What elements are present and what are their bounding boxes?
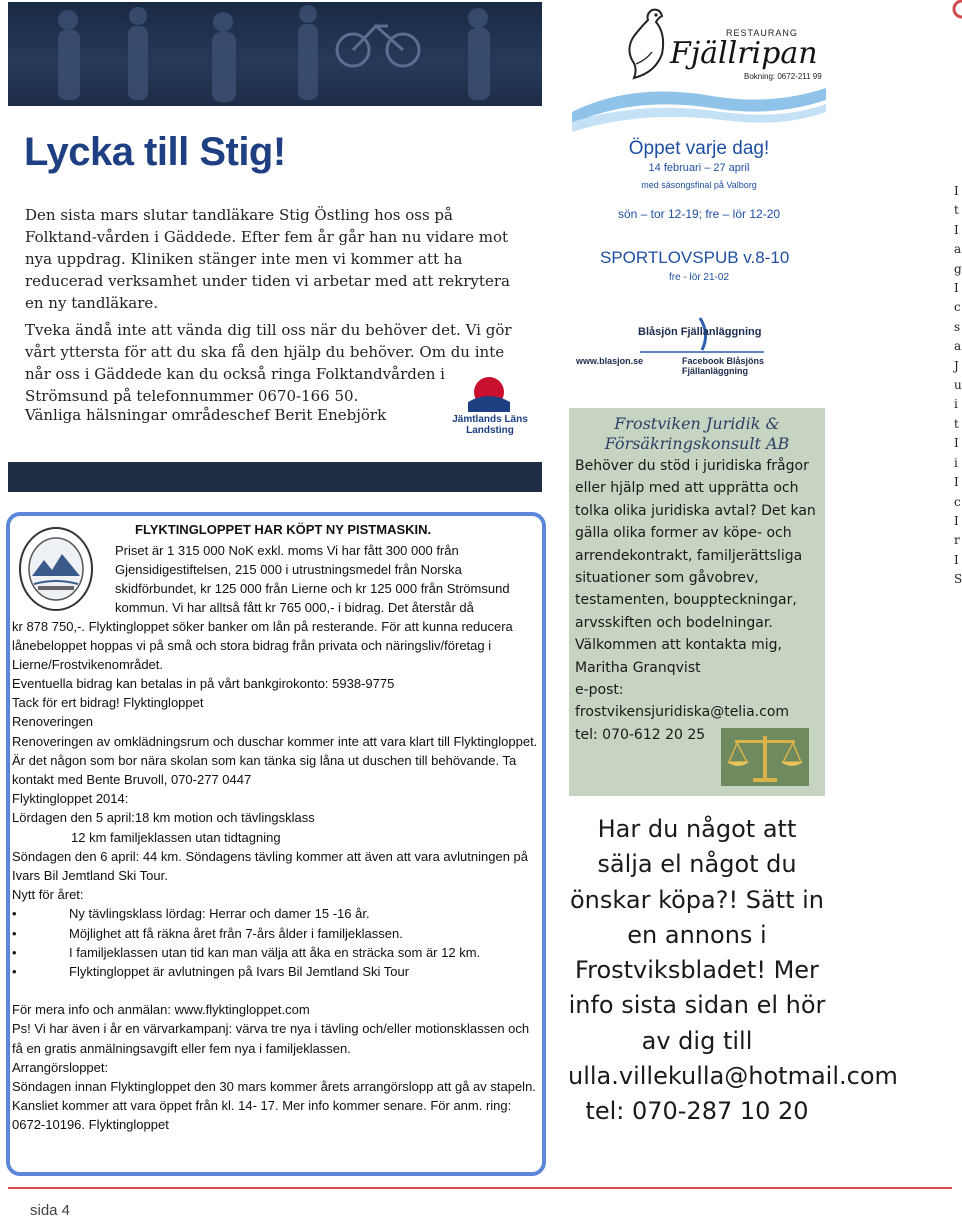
- schedule-saturday: Lördagen den 5 april:18 km motion och tävlingsklass: [12, 810, 315, 826]
- edge-letter: I: [954, 475, 959, 490]
- opening-hours: sön – tor 12-19; fre – lör 12-20: [617, 207, 781, 221]
- juridik-email: frostvikensjuridiska@telia.com: [575, 704, 790, 721]
- info-link-line: För mera info och anmälan: www.flyktingloppet.com: [12, 1002, 310, 1018]
- classified-ad-call: Har du något att sälja el något du önskar köpa?! Sätt in en annons i Frostviksbladet! Mer info sista sidan el hör av dig till ulla.villekulla@hotmail.com tel: 070-287 10 20: [568, 815, 898, 1126]
- flyktingloppet-intro-continued: kr 878 750,-. Flyktingloppet söker banker om lån på resterande. För att kunna reducera lånebeloppet hoppas vi på små och stora bidrag från privata och näringsliv/företag i Lierne/Frostvikenområdet.: [12, 619, 513, 672]
- landsting-logo-icon: [460, 376, 518, 412]
- blasjon-name: Blåsjön Fjällanläggning: [638, 326, 762, 338]
- renovation-text: Renoveringen av omklädningsrum och duschar kommer inte att vara klart till Flyktingloppet. Är det någon som bor nära skolan som kan tänka sig låna ut duschen till behövande. Ta kontakt med Bente Bruvoll, 070-277 0447: [12, 733, 538, 788]
- campaign-text: Ps! Vi har även i år en värvarkampanj: värva tre nya i tävling och/eller motionsklassen och få en gratis anmälningsavgift eller fem nya i familjeklassen.: [12, 1021, 530, 1056]
- edge-letter: S: [954, 572, 962, 587]
- open-every-day: Öppet varje dag!: [628, 138, 770, 159]
- edge-letter: J: [954, 358, 959, 373]
- section-heading: Nytt för året:: [12, 887, 84, 903]
- news-bullet: • Ny tävlingsklass lördag: Herrar och damer 15 -16 år.: [12, 904, 538, 923]
- juridik-title: [569, 414, 825, 454]
- season-dates: 14 februari – 27 april: [648, 162, 750, 174]
- page-number: sida 4: [30, 1202, 71, 1219]
- ad-body: [25, 204, 525, 412]
- flyktingloppet-intro: Priset är 1 315 000 NoK exkl. moms Vi har fått 300 000 från Gjensidigestiftelsen, 215 000 i utrustningsmedel från Norska skidförbundet, kr 125 000 från Lierne och kr 125 000 från Strömsund kommun. Vi har alltså fått kr 765 000,- i bidrag. Det återstår då: [115, 543, 510, 615]
- ad-title: Lycka till Stig!: [24, 130, 286, 174]
- adjacent-page-fragment: [954, 182, 960, 590]
- edge-letter: t: [954, 203, 959, 218]
- juridik-description: Behöver du stöd i juridiska frågor eller hjälp med att upprätta och tolka olika juridiska avtal? Det kan gälla olika former av köpe- och arrendekontrakt, familjerättsliga situationer som gåvobrev, testamenten, bouppteckningar, arvsskiften och bodelningar.: [575, 458, 816, 631]
- edge-letter: I: [954, 436, 959, 451]
- juridik-title-line: Frostviken Juridik &: [614, 414, 780, 433]
- ad-paragraph: Tveka ändå inte att vända dig till oss när du behöver det. Vi gör vårt yttersta för att du ska få den hjälp du behöver. Om du inte når oss i Gäddede kan du också ringa Folktandvården i Strömsund på telefonnummer 0670-166 50.: [25, 321, 512, 405]
- edge-letter: I: [954, 552, 959, 567]
- edge-letter: a: [954, 339, 962, 354]
- red-circle-fragment-icon: [950, 0, 960, 18]
- juridik-welcome: Välkommen att kontakta mig,: [575, 637, 782, 654]
- section-heading: Flyktingloppet 2014:: [12, 791, 129, 807]
- blasjon-facebook: Facebook Blåsjöns Fjällanläggning: [682, 356, 765, 376]
- section-heading: Arrangörsloppet:: [12, 1059, 109, 1075]
- pub-hours: fre - lör 21-02: [668, 272, 730, 283]
- wave-decoration-icon: [572, 82, 826, 132]
- juridik-ad: [569, 408, 825, 796]
- juridik-email-label: e-post:: [575, 682, 624, 699]
- juridik-contact-name: Maritha Granqvist: [575, 659, 701, 676]
- booking-phone: Bokning: 0672-211 99: [744, 72, 822, 81]
- juridik-body: [575, 455, 821, 746]
- ad-paragraph: Den sista mars slutar tandläkare Stig Östling hos oss på Folktand-vården i Gäddede. Efter fem år går han nu vidare mot nya uppdrag. Kliniken stänger inte men vi kommer att ha reducerad verksamhet under tiden vi arbetar med att rekrytera en ny tandläkare.: [25, 206, 510, 312]
- edge-letter: c: [954, 494, 961, 509]
- ptarmigan-bird-icon: [622, 4, 672, 80]
- edge-letter: s: [954, 319, 961, 334]
- edge-letter: t: [954, 416, 959, 431]
- schedule-sunday: Söndagen den 6 april: 44 km. Söndagens tävling kommer att även att vara avlutningen på Ivars Bil Jemtland Ski Tour.: [12, 848, 528, 884]
- fjallripan-ad: [572, 0, 826, 376]
- edge-letter: I: [954, 222, 959, 237]
- edge-letter: i: [954, 397, 958, 412]
- schedule-family: 12 km familjeklassen utan tidtagning: [71, 829, 281, 845]
- ad-footer-band: [8, 462, 542, 492]
- blasjon-website: www.blasjon.se: [576, 356, 644, 366]
- edge-letter: g: [954, 261, 962, 276]
- flyktingloppet-details: [12, 674, 538, 1135]
- tandvard-ad-panel: [8, 106, 542, 462]
- people-photo-banner: [8, 2, 542, 106]
- footer-divider: [8, 1187, 952, 1189]
- season-final: med säsongsfinal på Valborg: [641, 180, 757, 190]
- edge-letter: i: [954, 455, 958, 470]
- juridik-title-line: Försäkringskonsult AB: [604, 434, 790, 453]
- bankgiro-line: Eventuella bidrag kan betalas in på vårt bankgirokonto: 5938-9775: [12, 676, 395, 691]
- news-bullet: • Möjlighet att få räkna året från 7-års ålder i familjeklassen.: [12, 924, 538, 943]
- flyktingloppet-emblem-icon: [18, 526, 94, 612]
- silhouette-photo-icon: [8, 2, 542, 106]
- news-bullet: • Flyktingloppet är avlutningen på Ivars Bil Jemtland Ski Tour: [12, 962, 538, 981]
- news-bullet: • I familjeklassen utan tid kan man välja att åka en sträcka som är 12 km.: [12, 943, 538, 962]
- restaurang-label: RESTAURANG: [726, 28, 798, 38]
- edge-letter: c: [954, 300, 961, 315]
- sportlov-pub: SPORTLOVSPUB v.8-10: [600, 248, 790, 267]
- restaurant-name: Fjällripan: [670, 36, 818, 71]
- juridik-phone: tel: 070-612 20 25: [575, 726, 706, 743]
- arrangor-text: Söndagen innan Flyktingloppet den 30 mars kommer årets arrangörslopp att gå av stapeln. Kansliet kommer att vara öppet från kl. 14- 17. Mer info kommer senare. För anm. ring: 0672-10196. Flyktingloppet: [12, 1079, 536, 1133]
- spacer: [12, 981, 538, 1000]
- edge-letter: I: [954, 281, 959, 296]
- section-heading: Renoveringen: [12, 714, 93, 730]
- edge-letter: I: [954, 513, 959, 528]
- tandvard-ad: [8, 2, 542, 492]
- edge-letter: I: [954, 184, 959, 198]
- landsting-name: Jämtlands Läns Landsting: [452, 414, 528, 436]
- ad-greeting: Vänliga hälsningar områdeschef Berit Enebjörk: [25, 406, 387, 424]
- edge-letter: a: [954, 242, 962, 257]
- thanks-line: Tack för ert bidrag! Flyktingloppet: [12, 695, 204, 711]
- edge-letter: r: [954, 533, 960, 548]
- flyktingloppet-heading: FLYKTINGLOPPET HAR KÖPT NY PISTMASKIN.: [135, 522, 432, 537]
- edge-letter: u: [954, 378, 962, 393]
- scales-of-justice-icon: [721, 728, 809, 786]
